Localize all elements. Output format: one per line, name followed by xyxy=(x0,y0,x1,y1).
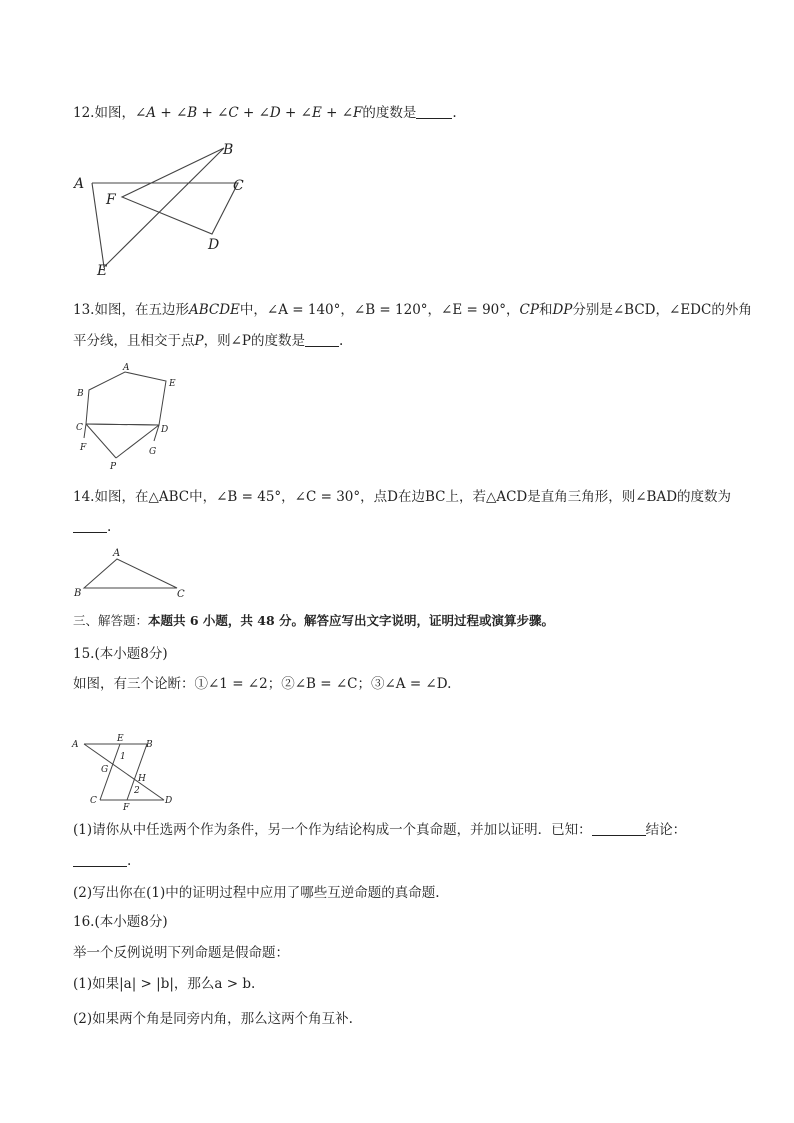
q12-label-a: A xyxy=(74,176,85,192)
q15-angle-1: 1 xyxy=(120,752,126,762)
q12-label-c: C xyxy=(233,178,244,194)
q15-angle-2: 2 xyxy=(134,786,140,796)
q16-part2 xyxy=(73,1010,353,1028)
q15-label-h: H xyxy=(138,774,146,784)
q13-answer-blank[interactable] xyxy=(305,346,339,347)
q14-answer-blank[interactable] xyxy=(73,532,107,533)
q16-intro-text: 举一个反例说明下列命题是假命题： xyxy=(73,945,289,961)
q16-score: (本小题8分) xyxy=(94,914,168,930)
q12-label-d: D xyxy=(208,237,220,253)
q13-poly: ABCDE xyxy=(188,302,240,318)
q13-label-d: D xyxy=(161,425,169,435)
q12-label-b: B xyxy=(223,142,234,158)
q13-end: . xyxy=(339,333,344,349)
q14-line2 xyxy=(73,518,111,536)
q13-line2-a: 平分线，且相交于点 xyxy=(73,333,195,349)
q15-given-blank[interactable] xyxy=(592,835,646,836)
q15-figure xyxy=(72,732,184,812)
q15-part2-text: (2)写出你在(1)中的证明过程中应用了哪些互逆命题的真命题. xyxy=(73,885,440,901)
q15-label-f: F xyxy=(123,803,130,813)
q15-label-d: D xyxy=(165,796,173,806)
q16-intro xyxy=(73,944,289,962)
q15-label-c: C xyxy=(90,796,97,806)
q14-label-a: A xyxy=(113,548,121,559)
q15-conclusion-blank[interactable] xyxy=(73,866,127,867)
q13-number: 13. xyxy=(73,302,95,318)
q15-part1-line2 xyxy=(73,852,131,870)
q14-label-b: B xyxy=(74,588,82,599)
q15-label-g: G xyxy=(101,765,109,775)
q13-dp: DP xyxy=(552,302,573,318)
q14-end: . xyxy=(107,519,112,535)
q13-label-f: F xyxy=(80,443,87,453)
q16-part2-text: (2)如果两个角是同旁内角，那么这两个角互补. xyxy=(73,1011,353,1027)
q13-label-b: B xyxy=(77,389,84,399)
q12-figure xyxy=(70,136,250,281)
q16-part1-text: (1)如果|a| > |b|，那么a > b. xyxy=(73,976,256,992)
q12-answer-blank[interactable] xyxy=(416,118,452,119)
q12-label-e: E xyxy=(97,263,108,279)
q16-header xyxy=(73,913,168,931)
q15-part1-a: (1)请你从中任选两个作为条件，另一个作为结论构成一个真命题，并加以证明．已知： xyxy=(73,822,592,838)
q15-part1-end: . xyxy=(127,853,132,869)
q12-number: 12. xyxy=(73,105,95,121)
q13-and: 和 xyxy=(538,302,553,318)
q13-label-g: G xyxy=(149,447,157,457)
q15-intro xyxy=(73,675,451,693)
q15-intro-text: 如图，有三个论断：①∠1 = ∠2；②∠B = ∠C；③∠A = ∠D. xyxy=(73,676,452,692)
q15-part2 xyxy=(73,884,440,902)
q15-label-a: A xyxy=(72,740,79,750)
q13-label-a: A xyxy=(123,363,130,373)
q13-label-e: E xyxy=(169,379,176,389)
q15-part1-b: 结论： xyxy=(645,822,687,838)
q13-line1-b: 中，∠A = 140°，∠B = 120°，∠E = 90°， xyxy=(239,302,520,318)
q13-line1-c: 分别是∠BCD，∠EDC的外角 xyxy=(572,302,752,318)
q13-line1-a: 如图，在五边形 xyxy=(94,302,189,318)
q13-line2-b: ，则∠P的度数是 xyxy=(203,333,305,349)
section3-heading xyxy=(73,612,554,630)
q12-text xyxy=(73,104,457,122)
q15-part1 xyxy=(73,821,686,839)
q14-line1 xyxy=(73,488,731,506)
q13-label-p: P xyxy=(110,462,117,472)
q14-number: 14. xyxy=(73,489,95,505)
q12-text-b: 的度数是 xyxy=(362,105,417,121)
q12-label-f: F xyxy=(106,192,116,208)
q16-number: 16. xyxy=(73,914,95,930)
q12-text-a: 如图， xyxy=(94,105,135,121)
q13-p: P xyxy=(194,333,204,349)
q13-line2 xyxy=(73,332,343,350)
q13-cp: CP xyxy=(519,302,539,318)
q14-text: 如图，在△ABC中，∠B = 45°，∠C = 30°，点D在边BC上，若△ACD是直角三角形，则∠BAD的度数为 xyxy=(94,489,732,505)
q14-figure xyxy=(72,546,192,601)
q12-end: . xyxy=(452,105,457,121)
q13-label-c: C xyxy=(76,423,83,433)
q15-header xyxy=(73,645,168,663)
section3-head: 三、解答题： xyxy=(73,613,149,628)
q16-part1 xyxy=(73,975,255,993)
q15-label-b: B xyxy=(146,740,153,750)
section3-body: 本题共 6 小题，共 48 分。解答应写出文字说明，证明过程或演算步骤。 xyxy=(148,613,555,628)
q14-label-c: C xyxy=(177,589,185,600)
q15-label-e: E xyxy=(117,734,124,744)
q15-number: 15. xyxy=(73,646,95,662)
q15-score: (本小题8分) xyxy=(94,646,168,662)
q13-figure xyxy=(74,362,194,472)
q13-line1 xyxy=(73,301,752,319)
q12-expr: ∠A + ∠B + ∠C + ∠D + ∠E + ∠F xyxy=(134,105,363,121)
